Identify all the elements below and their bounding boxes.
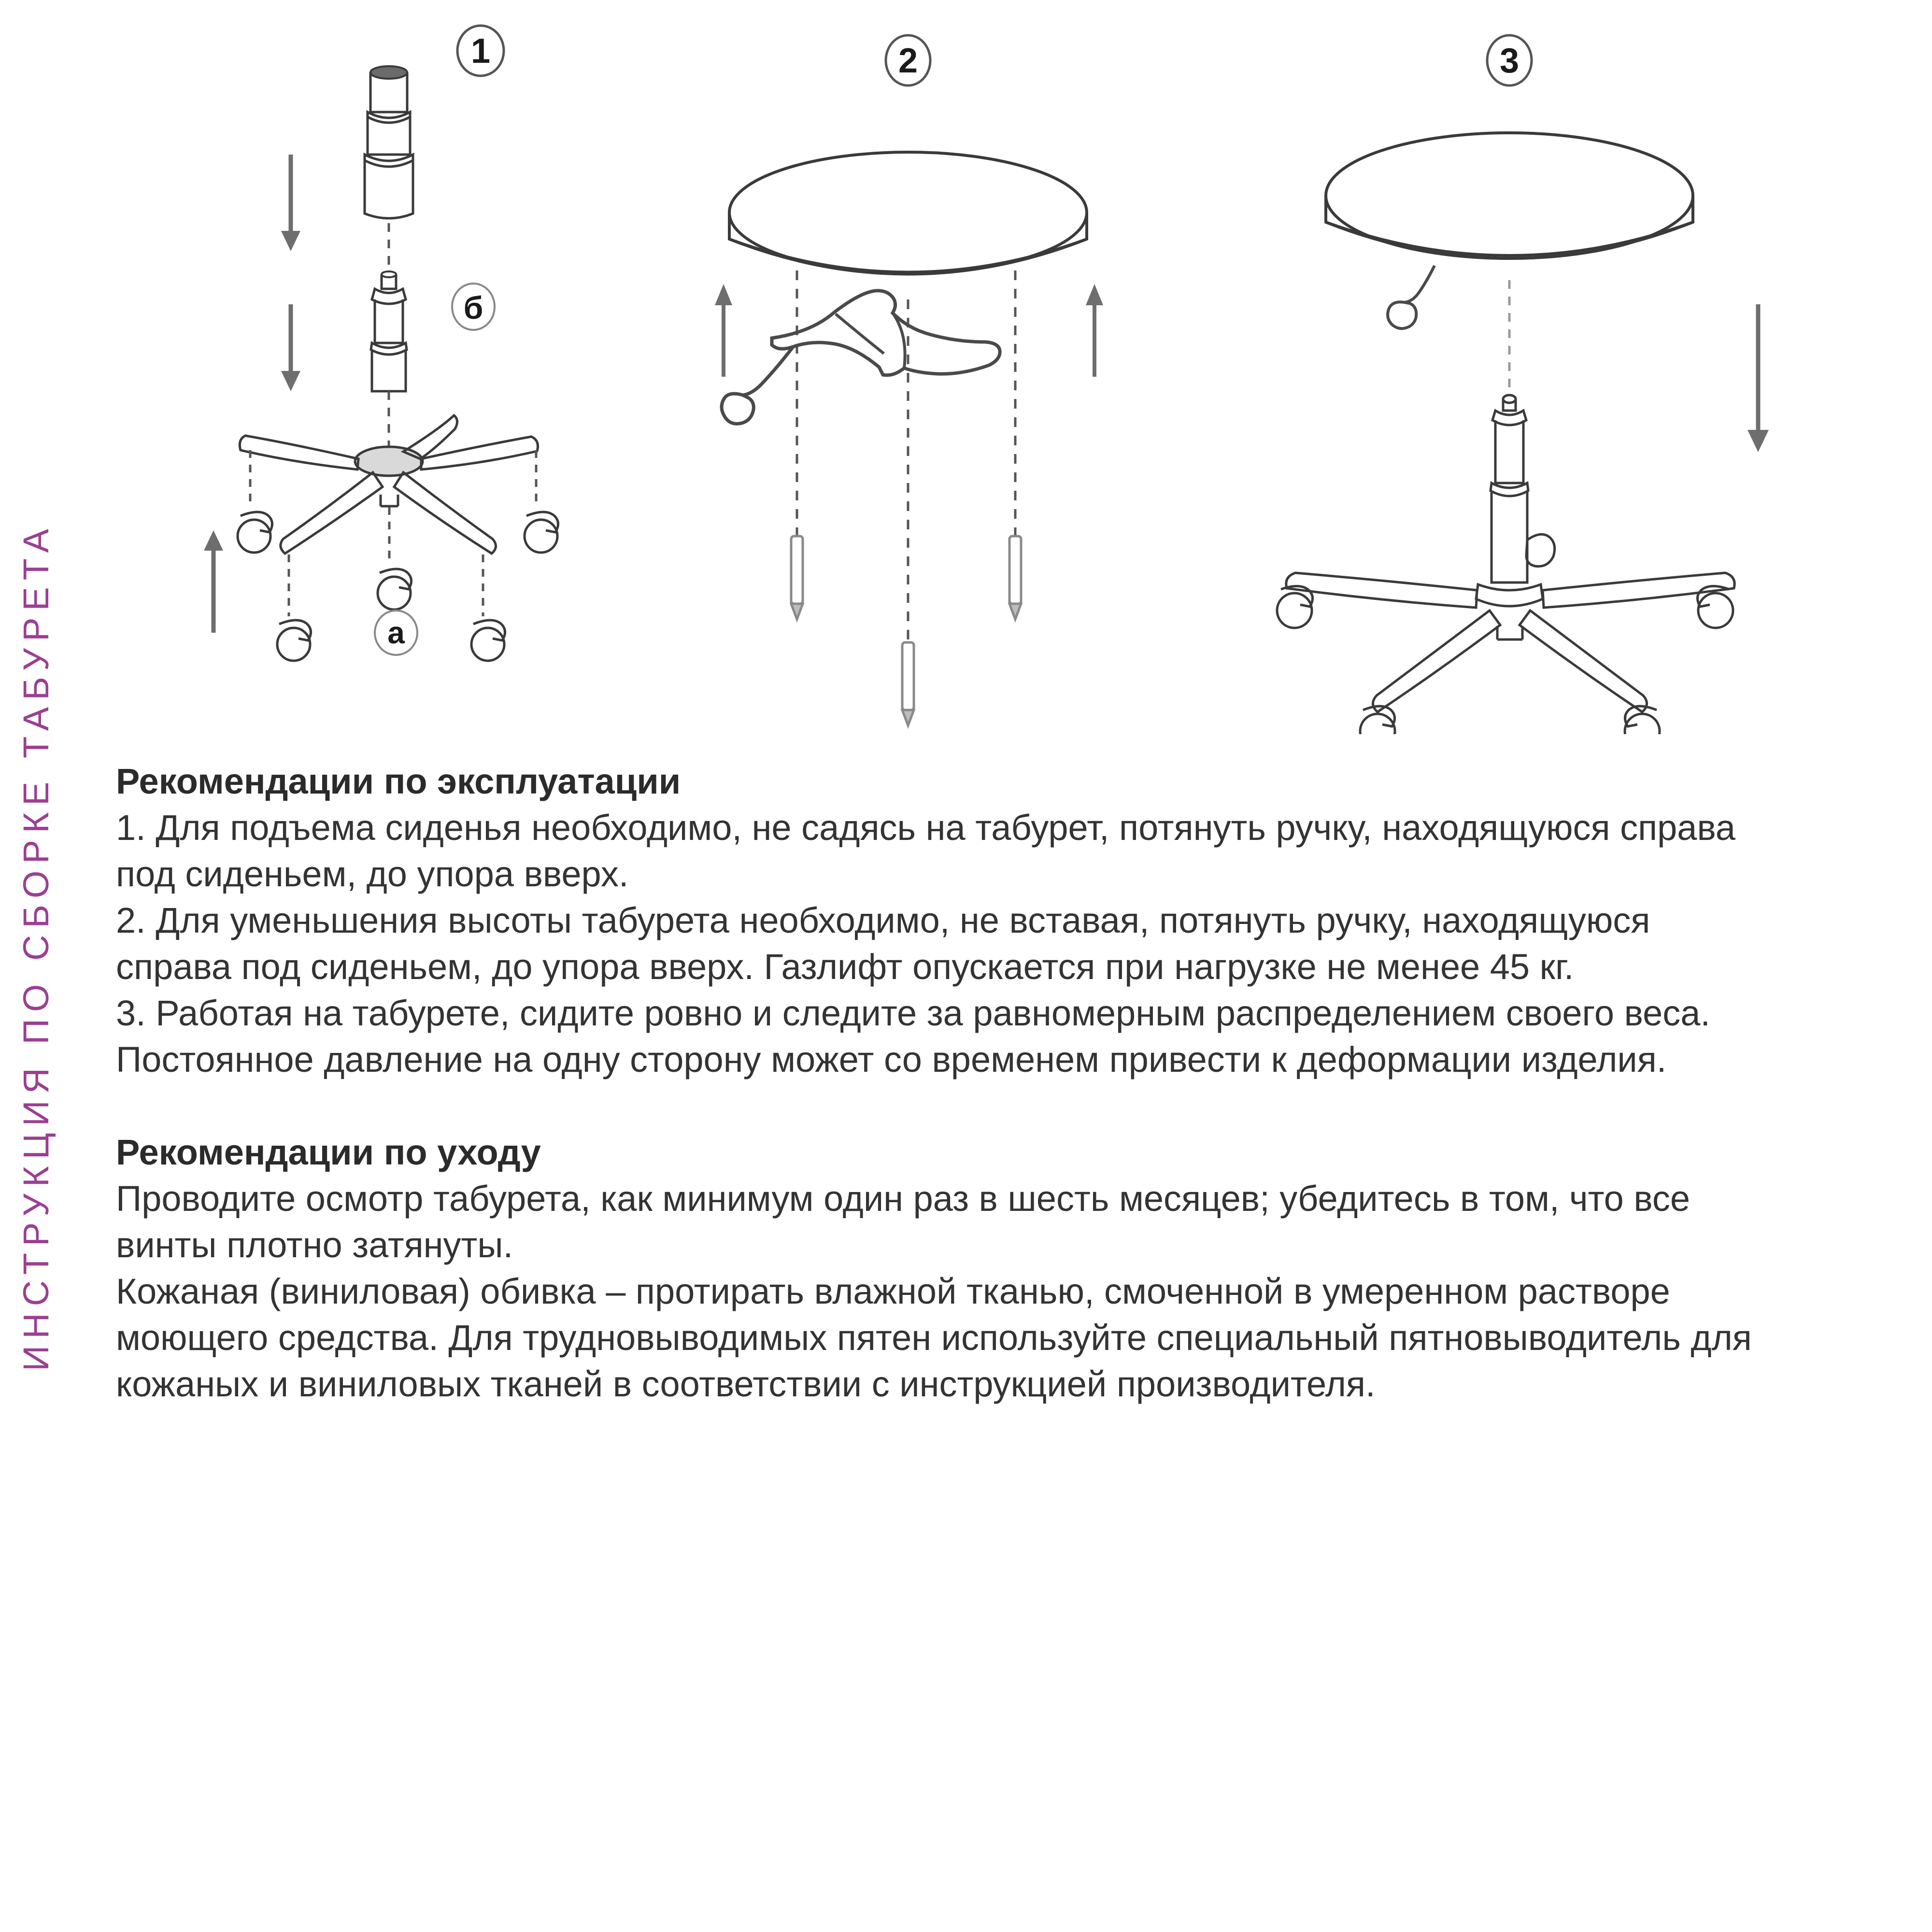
diagram-step-2 [667, 10, 1150, 734]
operation-item-2: 2. Для уменьшения высоты табурета необходимо, не вставая, потянуть ручку, находящуюся справа под сиденьем, до упора вверх. Газлифт опускается при нагрузке не менее 45 кг. [116, 900, 1650, 987]
svg-text:2: 2 [898, 42, 918, 80]
caster-group-assembled [1277, 586, 1733, 734]
step-badge-3-icon [1487, 35, 1532, 85]
part-label-b-icon [452, 284, 495, 330]
seat-mechanism-plate [722, 291, 1000, 424]
screw-icon [1009, 536, 1021, 619]
arrow-up-left-icon [715, 284, 732, 377]
step-badge-2-icon [886, 35, 930, 85]
sidebar-title-text: ИНСТРУКЦИЯ ПО СБОРКЕ ТАБУРЕТА [16, 522, 56, 1371]
five-star-base-assembled [1286, 573, 1734, 712]
caster-icon [1277, 586, 1313, 628]
five-star-base [240, 415, 538, 554]
arrow-down-upper-icon [281, 155, 300, 251]
operation-item-3: 3. Работая на табурете, сидите ровно и следите за равномерным распределением своего веса. [116, 993, 1710, 1033]
instruction-text-body [116, 758, 1758, 1407]
caster-icon [378, 569, 412, 610]
svg-text:а: а [387, 615, 405, 650]
svg-text:1: 1 [470, 32, 491, 71]
section-spacer [116, 1083, 1758, 1129]
diagram-step-3 [1208, 10, 1811, 734]
lever-handle [1388, 266, 1435, 328]
svg-text:3: 3 [1499, 42, 1520, 80]
arrow-up-base-icon [204, 530, 223, 633]
round-seat [729, 152, 1087, 274]
svg-text:б: б [463, 290, 483, 326]
assembly-diagrams [97, 10, 1835, 734]
arrow-up-right-icon [1086, 284, 1103, 377]
caster-icon [525, 512, 558, 553]
arrow-down-assembled-icon [1747, 304, 1769, 452]
caster-icon [238, 512, 272, 553]
screw-icon [791, 536, 803, 619]
gas-lift-cylinder-assembled [1491, 395, 1528, 582]
section-heading-operation: Рекомендации по эксплуатации [116, 761, 681, 801]
sidebar-vertical-title [0, 270, 72, 1623]
care-item-2: Кожаная (виниловая) обивка – протирать влажной тканью, смоченной в умеренном растворе моющего средства. Для трудновыводимых пятен используйте специальный пятновыводитель для кожаных и виниловых тканей в соответствии с инструкцией производителя. [116, 1271, 1752, 1404]
column-lever-bracket [1526, 534, 1555, 566]
caster-icon [471, 620, 505, 661]
diagram-step-1 [184, 10, 570, 734]
step-badge-1-icon [457, 26, 504, 76]
gas-lift-cylinder-upper [365, 66, 413, 218]
screw-group [791, 536, 1021, 725]
gas-lift-cylinder-lower [371, 271, 407, 391]
operation-note: Постоянное давление на одну сторону может со временем привести к деформации изделия. [116, 1039, 1667, 1080]
care-item-1: Проводите осмотр табурета, как минимум один раз в шесть месяцев; убедитесь в том, что все винты плотно затянуты. [116, 1179, 1690, 1265]
screw-icon [902, 642, 914, 725]
part-label-a-icon [375, 611, 417, 655]
operation-item-1: 1. Для подъема сиденья необходимо, не садясь на табурет, потянуть ручку, находящуюся справа под сиденьем, до упора вверх. [116, 808, 1736, 894]
caster-icon [277, 620, 311, 661]
round-seat-assembled [1326, 133, 1693, 258]
arrow-down-lower-icon [281, 304, 300, 391]
section-heading-care: Рекомендации по уходу [116, 1132, 541, 1172]
